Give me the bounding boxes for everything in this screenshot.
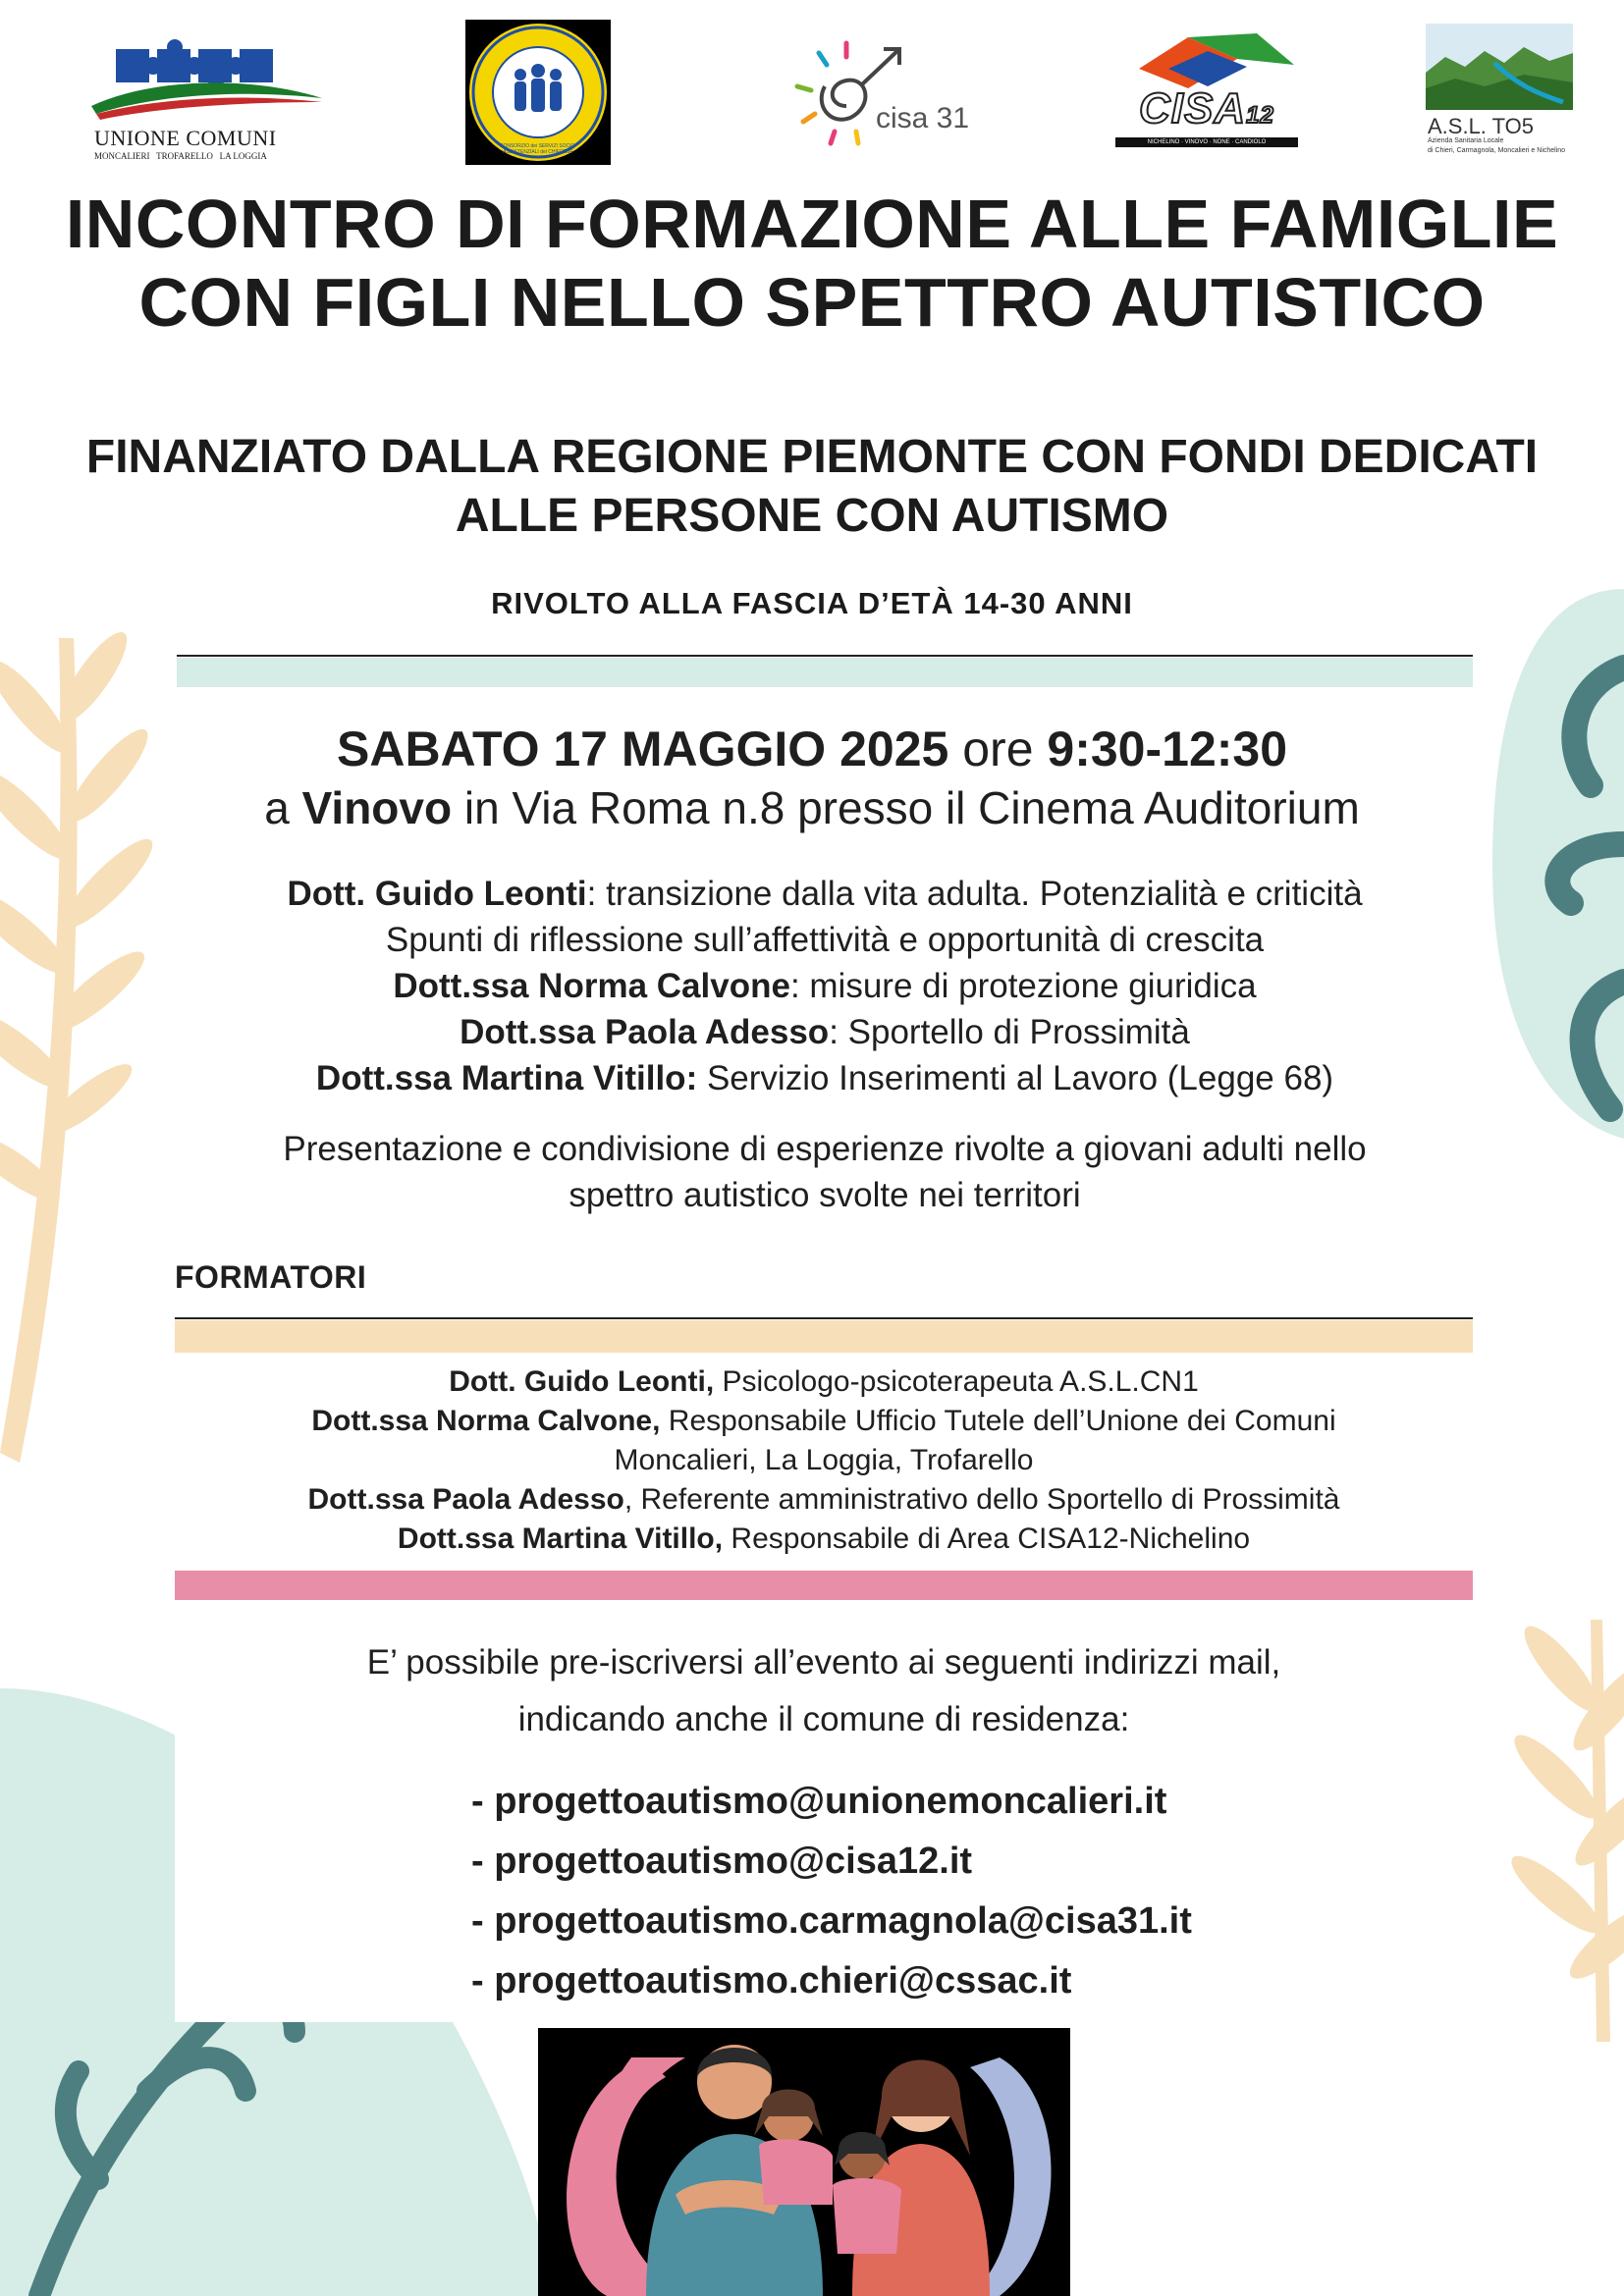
program-topic: transizione dalla vita adulta. Potenzialità e criticità	[596, 875, 1363, 913]
presentation-text	[147, 1126, 1502, 1218]
formatori-heading: FORMATORI	[175, 1259, 367, 1295]
subtitle-line-1: FINANZIATO DALLA REGIONE PIEMONTE CON FONDI DEDICATI	[85, 431, 1539, 483]
trainer-role: Responsabile Ufficio Tutele dell’Unione dei Comuni	[660, 1405, 1336, 1437]
program-sep: :	[829, 1013, 839, 1051]
consorzio-ring-text: CONSORZIO dei SERVIZI SOCIO-ASSISTENZIALI del CHIERESE	[499, 143, 577, 155]
age-range: RIVOLTO ALLA FASCIA D’ETÀ 14-30 ANNI	[491, 586, 1133, 620]
divider-top	[177, 655, 1473, 657]
puzzle-icon	[86, 37, 322, 126]
trainers-list	[175, 1362, 1473, 1559]
email-cisa12[interactable]: - progettoautismo@cisa12.it	[471, 1841, 973, 1882]
program-sep: :	[586, 875, 597, 913]
landscape-icon	[1426, 24, 1573, 110]
email-cssac[interactable]: - progettoautismo.chieri@cssac.it	[471, 1960, 1072, 2002]
trainer-role: Psicologo-psicoterapeuta A.S.L.CN1	[714, 1365, 1199, 1398]
funding-subtitle	[39, 428, 1585, 546]
program-speaker: Dott. Guido Leonti	[287, 875, 587, 913]
cisa12-word: CISA	[1139, 84, 1247, 133]
cisa12-logo	[1110, 29, 1298, 157]
email-list	[471, 1772, 1192, 2011]
cisa12-name	[1139, 84, 1274, 133]
event-date: SABATO 17 MAGGIO 2025	[336, 721, 949, 776]
email-cisa31[interactable]: - progettoautismo.carmagnola@cisa31.it	[471, 1900, 1192, 1942]
program-speaker: Dott.ssa Paola Adesso	[460, 1013, 830, 1051]
program-item	[147, 917, 1502, 963]
trainer-name: Dott.ssa Paola Adesso	[307, 1483, 624, 1516]
event-town: Vinovo	[301, 782, 453, 833]
program-list	[147, 871, 1502, 1101]
event-place-line	[0, 778, 1624, 837]
asl-name: A.S.L. TO5	[1428, 114, 1535, 138]
registration-text	[175, 1634, 1473, 1748]
unione-comuni-logo	[86, 37, 322, 165]
peach-band	[175, 1320, 1473, 1353]
cisa31-name: cisa 31	[876, 102, 970, 134]
trainer-role: Moncalieri, La Loggia, Trofarello	[614, 1444, 1034, 1476]
registration-line-2: indicando anche il comune di residenza:	[517, 1700, 1130, 1738]
family-illustration	[538, 2018, 1070, 2296]
cisa12-number: 12	[1246, 102, 1274, 129]
asl-sub2: di Chieri, Carmagnola, Moncalieri e Nichelino	[1428, 147, 1566, 154]
presentation-line-1: Presentazione e condivisione di esperienze rivolte a giovani adulti nello	[283, 1130, 1367, 1168]
trainer-item	[175, 1362, 1473, 1402]
divider-formatori	[175, 1317, 1473, 1319]
program-topic: misure di protezione giuridica	[799, 967, 1257, 1005]
cisa31-logo	[789, 35, 986, 153]
trainer-name: Dott.ssa Norma Calvone,	[311, 1405, 661, 1437]
trainer-name: Dott. Guido Leonti,	[449, 1365, 715, 1398]
email-unione[interactable]: - progettoautismo@unionemoncalieri.it	[471, 1781, 1167, 1822]
program-item	[147, 963, 1502, 1009]
trainer-item	[175, 1480, 1473, 1520]
logo-bar	[0, 0, 1624, 177]
program-item	[147, 1055, 1502, 1101]
trainer-name: Dott.ssa Martina Vitillo,	[397, 1522, 724, 1555]
program-topic: Spunti di riflessione sull’affettività e opportunità di crescita	[385, 921, 1265, 959]
registration-line-1: E’ possibile pre-iscriversi all’evento ai seguenti indirizzi mail,	[366, 1643, 1281, 1682]
trainer-item	[175, 1520, 1473, 1559]
people-icon	[514, 64, 562, 112]
event-time-prefix: ore	[962, 721, 1034, 776]
page-title	[59, 185, 1565, 342]
asl-to5-logo	[1426, 24, 1573, 161]
title-line-1: INCONTRO DI FORMAZIONE ALLE FAMIGLIE	[65, 186, 1559, 262]
subtitle-line-2: ALLE PERSONE CON AUTISMO	[455, 490, 1169, 542]
trainer-role: , Referente amministrativo dello Sportello di Prossimità	[623, 1483, 1340, 1516]
right-fern-decoration	[1502, 1618, 1624, 2042]
unione-sub: MONCALIERI TROFARELLO LA LOGGIA	[94, 151, 267, 161]
program-sep: :	[789, 967, 800, 1005]
program-speaker: Dott.ssa Martina Vitillo:	[315, 1059, 698, 1097]
trainer-role: Responsabile di Area CISA12-Nichelino	[723, 1522, 1251, 1555]
mint-band	[177, 658, 1473, 687]
cisa12-sub: NICHELINO · VINOVO · NONE · CANDIOLO	[1115, 137, 1298, 147]
asl-sub1: Azienda Sanitaria Locale	[1428, 137, 1504, 144]
unione-name: UNIONE COMUNI	[94, 126, 277, 150]
program-item	[147, 1009, 1502, 1055]
event-date-line	[0, 720, 1624, 778]
event-time: 9:30-12:30	[1047, 721, 1288, 776]
pink-band	[175, 1571, 1473, 1600]
consorzio-logo	[465, 20, 611, 165]
title-line-2: CON FIGLI NELLO SPETTRO AUTISTICO	[138, 264, 1486, 341]
sun-rays-icon	[797, 43, 858, 143]
trainer-item	[175, 1441, 1473, 1480]
place-prefix: a	[264, 782, 290, 833]
program-topic: Sportello di Prossimità	[838, 1013, 1190, 1051]
presentation-line-2: spettro autistico svolte nei territori	[568, 1176, 1081, 1214]
program-speaker: Dott.ssa Norma Calvone	[393, 967, 790, 1005]
program-item	[147, 871, 1502, 917]
program-topic: Servizio Inserimenti al Lavoro (Legge 68)	[697, 1059, 1334, 1097]
event-address: in Via Roma n.8 presso il Cinema Auditorium	[463, 782, 1360, 833]
trainer-item	[175, 1402, 1473, 1441]
